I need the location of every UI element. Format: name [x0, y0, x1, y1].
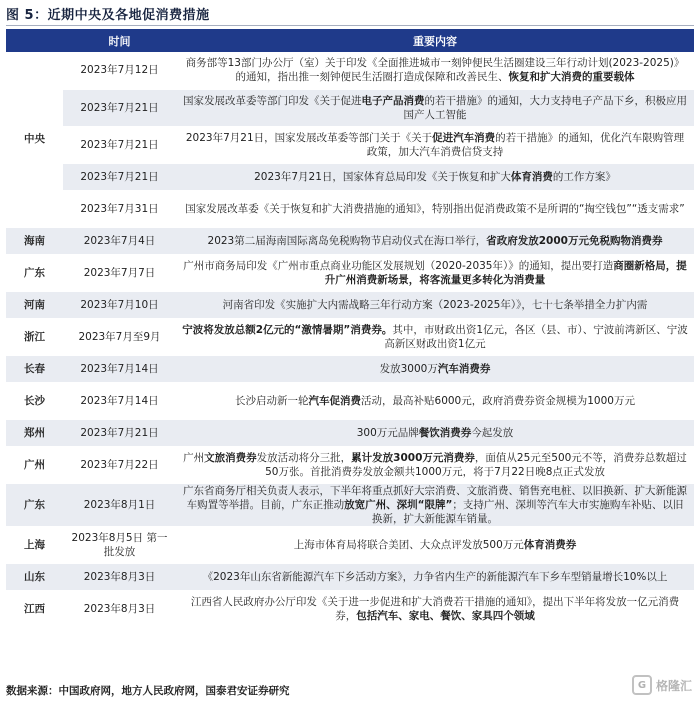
table-row [6, 446, 694, 483]
region-cell: 浙江 [6, 318, 63, 355]
title-divider [6, 25, 694, 26]
content-text: 商务部等13部门办公厅（室）关于印发《全面推进城市一刻钟便民生活圈建设三年行动计划(2023-2025)》的通知，指出推一刻钟便民生活圈打造成保障和改善民生、 [185, 57, 685, 84]
region-cell: 长沙 [6, 382, 63, 419]
date-cell: 2023年7月21日 [63, 419, 176, 446]
region-cell: 长春 [6, 355, 63, 382]
content-text: 广州 [183, 451, 205, 464]
content-text: 《2023年山东省新能源汽车下乡活动方案》，力争省内生产的新能源汽车下乡车型销量增长10%以上 [202, 570, 668, 583]
content-emphasis: 汽车促消费 [308, 394, 362, 407]
content-cell [176, 227, 694, 254]
content-cell [176, 419, 694, 446]
content-cell [176, 291, 694, 318]
table-row [6, 89, 694, 126]
header-region [6, 29, 63, 52]
content-emphasis: 省政府发放2000万元免税购物消费券 [486, 234, 663, 247]
content-text: 2023第二届海南国际离岛免税购物节启动仪式在海口举行， [207, 234, 487, 247]
date-cell: 2023年7月4日 [63, 227, 176, 254]
region-cell: 江西 [6, 590, 63, 627]
table-row [6, 563, 694, 590]
content-emphasis: 体育消费 [510, 170, 553, 183]
figure-title: 图 5：近期中央及各地促消费措施 [6, 8, 210, 23]
content-cell [176, 254, 694, 291]
content-cell [176, 318, 694, 355]
content-cell [176, 563, 694, 590]
content-text: 江西省人民政府办公厅印发《关于进一步促进和扩大消费若干措施的通知》，提出下半年将发放一亿元消费券， [190, 595, 680, 622]
content-text: 的若干措施》的通知，优化汽车限购管理政策，加大汽车消费信贷支持 [366, 131, 685, 158]
content-emphasis: 电子产品消费 [361, 94, 425, 107]
date-cell: 2023年8月3日 [63, 590, 176, 627]
table-row [6, 526, 694, 563]
date-cell: 2023年7月21日 [63, 126, 176, 163]
content-text: 国家发展改革委《关于恢复和扩大消费措施的通知》，特别指出促消费政策不是所谓的“掏空钱包”“透支需求” [185, 202, 685, 215]
table-header-row [6, 29, 694, 52]
date-cell: 2023年7月21日 [63, 89, 176, 126]
data-source-note: 数据来源：中国政府网，地方人民政府网，国泰君安证券研究 [6, 685, 290, 697]
content-text: ，面值从25元至500元不等，消费券总数超过50万张。首批消费券发放金额共1000万元，将于7月22日晚8点正式发放 [265, 451, 687, 478]
date-cell: 2023年7月21日 [63, 163, 176, 190]
table-row [6, 190, 694, 227]
region-cell: 山东 [6, 563, 63, 590]
date-cell: 2023年8月5日 第一批发放 [63, 526, 176, 563]
content-emphasis: 包括汽车、家电、餐饮、家具四个领域 [356, 609, 535, 622]
table-body [6, 52, 694, 627]
table-row [6, 590, 694, 627]
content-cell [176, 355, 694, 382]
content-emphasis: 商圈新格局，提升广州消费新场景，将客流量更多转化为消费量 [324, 259, 687, 286]
content-text: 2023年7月21日，国家体育总局印发《关于恢复和扩大 [254, 170, 511, 183]
content-emphasis: 宁波将发放总额2亿元的“激情暑期”消费券。 [182, 323, 393, 336]
content-emphasis: 文旅消费券 [204, 451, 257, 464]
content-cell [176, 446, 694, 483]
content-cell [176, 89, 694, 126]
header-content: 重要内容 [176, 29, 694, 52]
content-text: 其中，市财政出资1亿元，各区（县、市）、宁波前湾新区、宁波高新区财政出资1亿元 [384, 323, 688, 350]
content-emphasis: 促进汽车消费 [432, 131, 496, 144]
content-emphasis: 恢复和扩大消费的重要载体 [508, 71, 635, 84]
header-date: 时间 [63, 29, 176, 52]
date-cell: 2023年7月14日 [63, 382, 176, 419]
table-row [6, 126, 694, 163]
content-text: 活动，最高补贴6000元，政府消费券资金规模为1000万元 [361, 394, 635, 407]
region-cell: 广东 [6, 254, 63, 291]
content-text: 的工作方案》 [552, 170, 616, 183]
content-cell [176, 163, 694, 190]
content-emphasis: 体育消费券 [523, 538, 577, 551]
table-row [6, 355, 694, 382]
table-row [6, 483, 694, 526]
table-row [6, 318, 694, 355]
date-cell: 2023年7月14日 [63, 355, 176, 382]
table-row [6, 419, 694, 446]
content-cell [176, 483, 694, 526]
content-emphasis: 餐饮消费券 [418, 426, 472, 439]
content-emphasis: 放宽广州、深圳“限牌” [344, 498, 453, 511]
content-emphasis: 累计发放3000万元消费券 [351, 451, 475, 464]
content-text: 广东省商务厅相关负责人表示，下半年将重点抓好大宗消费、文旅消费、销售充电桩、以旧换新、扩大新能源车购置等举措。目前，广东正推动 [183, 484, 687, 511]
watermark-text: 格隆汇 [655, 678, 692, 693]
table-row [6, 52, 694, 89]
region-cell: 广东 [6, 483, 63, 526]
table-row [6, 382, 694, 419]
content-text: 广州市商务局印发《广州市重点商业功能区发展规划（2020-2035年）》的通知，提出要打造 [183, 259, 614, 272]
region-cell: 上海 [6, 526, 63, 563]
content-text: 上海市体育局将联合美团、大众点评发放500万元 [293, 538, 524, 551]
table-row [6, 291, 694, 318]
content-cell [176, 126, 694, 163]
date-cell: 2023年7月31日 [63, 190, 176, 227]
content-cell [176, 190, 694, 227]
watermark [632, 675, 692, 695]
content-cell [176, 526, 694, 563]
date-cell: 2023年7月10日 [63, 291, 176, 318]
date-cell: 2023年7月12日 [63, 52, 176, 89]
content-text: 的若干措施》的通知，大力支持电子产品下乡，积极应用国产人工智能 [403, 94, 687, 121]
region-cell: 河南 [6, 291, 63, 318]
content-text: 发放3000万 [379, 362, 438, 375]
content-text: 2023年7月21日，国家发展改革委等部门关于《关于 [185, 131, 433, 144]
table-row [6, 254, 694, 291]
content-cell [176, 590, 694, 627]
policy-table [6, 29, 694, 628]
table-row [6, 227, 694, 254]
date-cell: 2023年7月至9月 [63, 318, 176, 355]
date-cell: 2023年7月22日 [63, 446, 176, 483]
table-row [6, 163, 694, 190]
region-cell: 海南 [6, 227, 63, 254]
content-text: 300万元品牌 [356, 426, 419, 439]
date-cell: 2023年8月3日 [63, 563, 176, 590]
content-cell [176, 52, 694, 89]
content-text: 长沙启动新一轮 [235, 394, 309, 407]
content-text: 发放活动将分三批， [256, 451, 352, 464]
content-emphasis: 汽车消费券 [437, 362, 491, 375]
content-text: 国家发展改革委等部门印发《关于促进 [183, 94, 362, 107]
region-cell: 郑州 [6, 419, 63, 446]
content-cell [176, 382, 694, 419]
content-text: ；支持广州、深圳等汽车大市实施购车补贴、以旧换新，扩大新能源车销量。 [372, 498, 684, 525]
date-cell: 2023年8月1日 [63, 483, 176, 526]
date-cell: 2023年7月7日 [63, 254, 176, 291]
region-cell: 广州 [6, 446, 63, 483]
content-text: 河南省印发《实施扩大内需战略三年行动方案（2023-2025年）》，七十七条举措全力扩内需 [222, 298, 648, 311]
watermark-logo-icon: G [632, 675, 652, 695]
region-cell: 中央 [6, 52, 63, 227]
content-text: 今起发放 [471, 426, 514, 439]
